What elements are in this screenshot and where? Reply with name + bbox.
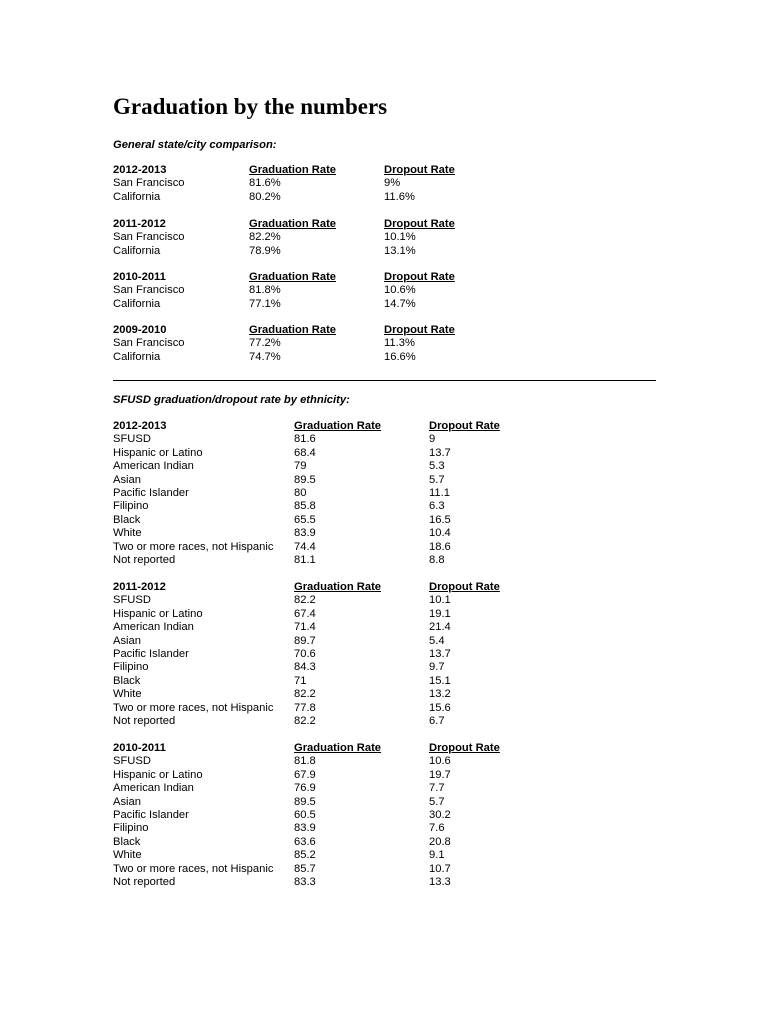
graduation-rate-header: Graduation Rate [249, 164, 337, 176]
group-name: Not reported [113, 714, 176, 727]
dropout-rate-value: 5.7 [429, 795, 445, 808]
state-comparison-heading: General state/city comparison: [113, 139, 277, 151]
dropout-rate-value: 10.1 [429, 594, 451, 607]
dropout-rate-value: 21.4 [429, 621, 451, 634]
dropout-rate-value: 13.3 [429, 875, 451, 888]
dropout-rate-value: 9 [429, 433, 436, 446]
region-name: San Francisco [113, 231, 185, 244]
dropout-rate-value: 6.7 [429, 714, 445, 727]
dropout-rate-value: 13.2 [429, 688, 451, 701]
graduation-rate-value: 83.9 [294, 527, 316, 540]
section-divider [113, 380, 656, 381]
graduation-rate-value: 82.2 [294, 714, 316, 727]
graduation-rate-value: 81.6 [294, 433, 316, 446]
dropout-rate-value: 16.6% [384, 350, 416, 363]
group-name: Not reported [113, 553, 176, 566]
dropout-rate-header: Dropout Rate [384, 164, 455, 176]
group-name: Asian [113, 634, 141, 647]
graduation-rate-value: 85.7 [294, 862, 316, 875]
dropout-rate-value: 13.1% [384, 244, 416, 257]
graduation-rate-value: 82.2% [249, 231, 281, 244]
graduation-rate-value: 89.7 [294, 634, 316, 647]
dropout-rate-header: Dropout Rate [429, 742, 500, 754]
dropout-rate-header: Dropout Rate [384, 218, 455, 230]
group-name: Two or more races, not Hispanic [113, 540, 274, 553]
dropout-rate-value: 9.1 [429, 849, 445, 862]
graduation-rate-value: 77.8 [294, 701, 316, 714]
group-name: Hispanic or Latino [113, 607, 203, 620]
graduation-rate-header: Graduation Rate [249, 271, 337, 283]
region-name: California [113, 190, 161, 203]
graduation-rate-value: 79 [294, 460, 307, 473]
graduation-rate-value: 83.3 [294, 875, 316, 888]
graduation-rate-header: Graduation Rate [294, 742, 382, 754]
dropout-rate-value: 10.6 [429, 755, 451, 768]
dropout-rate-value: 9.7 [429, 661, 445, 674]
dropout-rate-value: 15.6 [429, 701, 451, 714]
page-title: Graduation by the numbers [113, 94, 388, 119]
graduation-rate-value: 68.4 [294, 446, 316, 459]
group-name: White [113, 849, 142, 862]
graduation-rate-value: 82.2 [294, 594, 316, 607]
group-name: SFUSD [113, 433, 151, 446]
group-name: Black [113, 674, 141, 687]
year-label: 2010-2011 [113, 271, 166, 283]
graduation-rate-value: 85.8 [294, 500, 316, 513]
dropout-rate-header: Dropout Rate [384, 324, 455, 336]
group-name: Hispanic or Latino [113, 446, 203, 459]
region-name: San Francisco [113, 284, 185, 297]
dropout-rate-value: 13.7 [429, 647, 451, 660]
graduation-rate-value: 77.1% [249, 297, 281, 310]
year-label: 2009-2010 [113, 324, 167, 336]
dropout-rate-value: 9% [384, 177, 401, 190]
region-name: California [113, 244, 161, 257]
group-name: Pacific Islander [113, 647, 189, 660]
group-name: Two or more races, not Hispanic [113, 862, 274, 875]
graduation-rate-header: Graduation Rate [249, 218, 337, 230]
dropout-rate-value: 10.4 [429, 527, 451, 540]
dropout-rate-value: 5.3 [429, 460, 445, 473]
dropout-rate-value: 14.7% [384, 297, 416, 310]
group-name: Asian [113, 473, 141, 486]
region-name: California [113, 297, 161, 310]
group-name: SFUSD [113, 755, 151, 768]
graduation-rate-value: 77.2% [249, 337, 281, 350]
dropout-rate-value: 19.7 [429, 768, 451, 781]
graduation-rate-value: 78.9% [249, 244, 281, 257]
region-name: San Francisco [113, 337, 185, 350]
dropout-rate-value: 5.4 [429, 634, 445, 647]
graduation-rate-value: 74.7% [249, 350, 281, 363]
dropout-rate-value: 8.8 [429, 553, 445, 566]
ethnicity-heading: SFUSD graduation/dropout rate by ethnicity: [113, 394, 350, 406]
dropout-rate-header: Dropout Rate [429, 581, 500, 593]
group-name: Hispanic or Latino [113, 768, 203, 781]
graduation-rate-value: 80.2% [249, 190, 281, 203]
graduation-rate-value: 82.2 [294, 688, 316, 701]
dropout-rate-value: 6.3 [429, 500, 445, 513]
document-page [113, 0, 658, 1024]
graduation-rate-value: 74.4 [294, 540, 316, 553]
graduation-rate-value: 67.4 [294, 607, 316, 620]
group-name: Asian [113, 795, 141, 808]
dropout-rate-header: Dropout Rate [429, 420, 500, 432]
dropout-rate-value: 7.7 [429, 782, 445, 795]
graduation-rate-value: 85.2 [294, 849, 316, 862]
year-label: 2010-2011 [113, 742, 166, 754]
graduation-rate-value: 89.5 [294, 473, 316, 486]
graduation-rate-value: 81.1 [294, 553, 316, 566]
group-name: Black [113, 835, 141, 848]
group-name: Not reported [113, 875, 176, 888]
dropout-rate-value: 30.2 [429, 808, 451, 821]
graduation-rate-value: 70.6 [294, 647, 316, 660]
group-name: Filipino [113, 661, 149, 674]
graduation-rate-header: Graduation Rate [294, 420, 382, 432]
year-label: 2012-2013 [113, 164, 167, 176]
dropout-rate-value: 20.8 [429, 835, 451, 848]
dropout-rate-value: 18.6 [429, 540, 451, 553]
group-name: Filipino [113, 822, 149, 835]
graduation-rate-header: Graduation Rate [294, 581, 382, 593]
group-name: Pacific Islander [113, 486, 189, 499]
region-name: California [113, 350, 161, 363]
dropout-rate-value: 13.7 [429, 446, 451, 459]
graduation-rate-value: 76.9 [294, 782, 316, 795]
graduation-rate-value: 83.9 [294, 822, 316, 835]
group-name: American Indian [113, 782, 194, 795]
dropout-rate-value: 11.1 [429, 486, 450, 499]
graduation-rate-value: 67.9 [294, 768, 316, 781]
graduation-rate-value: 63.6 [294, 835, 316, 848]
graduation-rate-header: Graduation Rate [249, 324, 337, 336]
graduation-rate-value: 89.5 [294, 795, 316, 808]
graduation-rate-value: 84.3 [294, 661, 316, 674]
year-label: 2012-2013 [113, 420, 167, 432]
group-name: SFUSD [113, 594, 151, 607]
group-name: White [113, 527, 142, 540]
graduation-rate-value: 81.8 [294, 755, 316, 768]
dropout-rate-value: 11.3% [384, 337, 415, 350]
dropout-rate-value: 10.7 [429, 862, 451, 875]
dropout-rate-value: 11.6% [384, 190, 415, 203]
region-name: San Francisco [113, 177, 185, 190]
group-name: Filipino [113, 500, 149, 513]
dropout-rate-value: 19.1 [429, 607, 451, 620]
group-name: Black [113, 513, 141, 526]
year-label: 2011-2012 [113, 218, 166, 230]
group-name: Pacific Islander [113, 808, 189, 821]
group-name: American Indian [113, 621, 194, 634]
dropout-rate-value: 5.7 [429, 473, 445, 486]
dropout-rate-value: 15.1 [429, 674, 451, 687]
group-name: American Indian [113, 460, 194, 473]
dropout-rate-value: 16.5 [429, 513, 451, 526]
graduation-rate-value: 65.5 [294, 513, 316, 526]
group-name: White [113, 688, 142, 701]
graduation-rate-value: 60.5 [294, 808, 316, 821]
graduation-rate-value: 80 [294, 486, 307, 499]
dropout-rate-value: 7.6 [429, 822, 445, 835]
group-name: Two or more races, not Hispanic [113, 701, 274, 714]
year-label: 2011-2012 [113, 581, 166, 593]
graduation-rate-value: 81.8% [249, 284, 281, 297]
dropout-rate-header: Dropout Rate [384, 271, 455, 283]
graduation-rate-value: 71 [294, 674, 307, 687]
dropout-rate-value: 10.1% [384, 231, 416, 244]
graduation-rate-value: 71.4 [294, 621, 316, 634]
graduation-rate-value: 81.6% [249, 177, 281, 190]
dropout-rate-value: 10.6% [384, 284, 416, 297]
